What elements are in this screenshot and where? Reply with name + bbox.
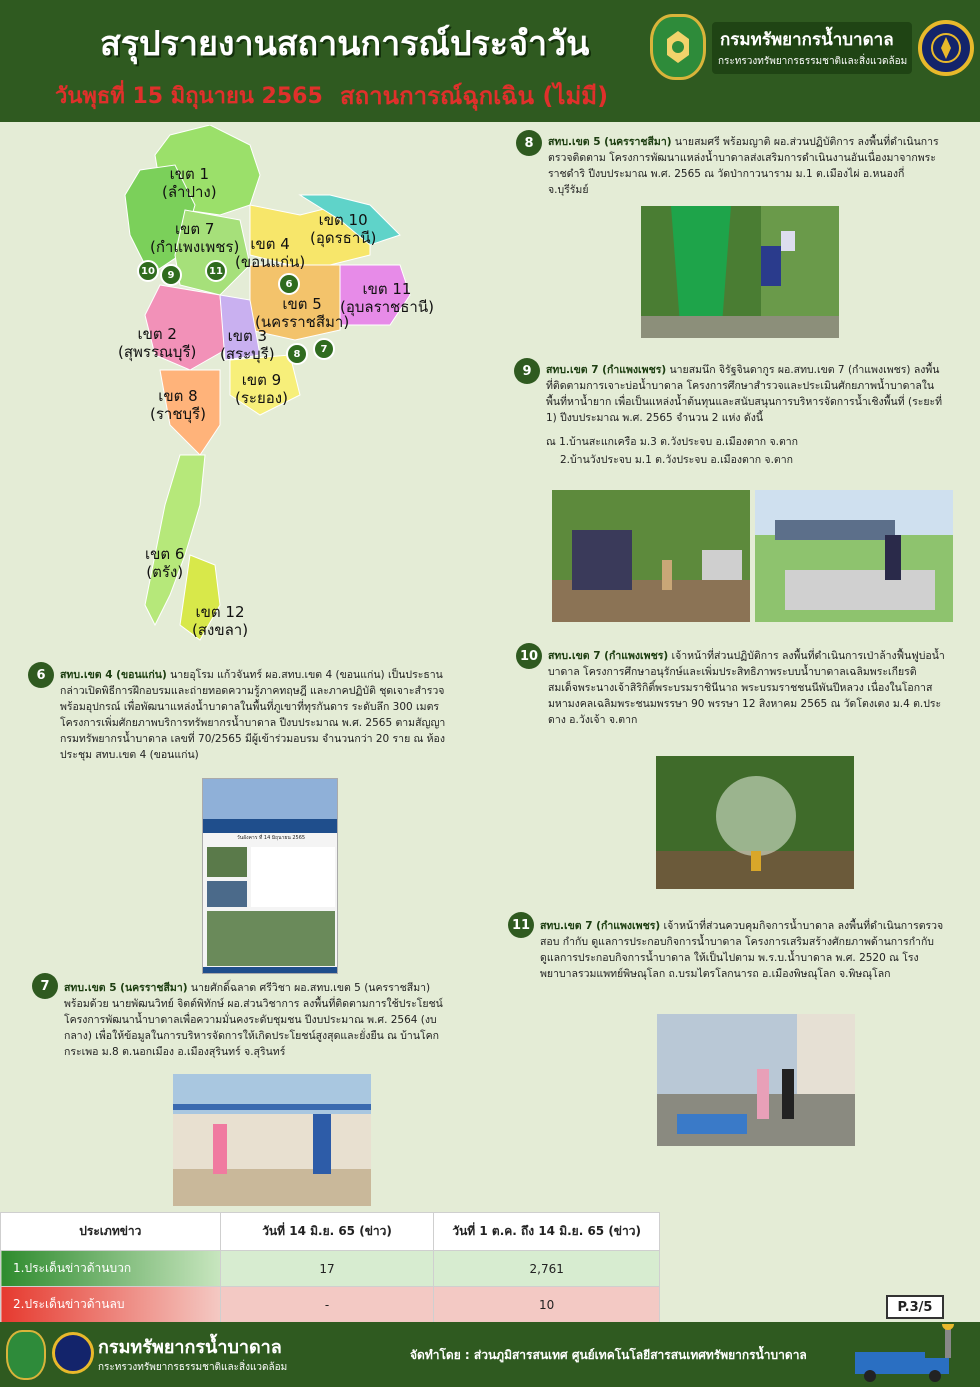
map-marker: 6 xyxy=(278,273,300,295)
map-region-label xyxy=(162,165,217,201)
region-office: (อุบลราชธานี) xyxy=(340,298,434,316)
map-region-label xyxy=(310,211,376,247)
inspection-photo-illustration xyxy=(657,1014,855,1146)
item-body: นายสมศรี พร้อมญาติ ผอ.ส่วนปฏิบัติการ ลงพื้นที่ดำเนินการตรวจติดตาม โครงการพัฒนาแหล่งน้ำบาดาลส่งเสริมการดำเนินงานอันเนื่องมาจากพระราชดำริ ปีงบประมาณ พ.ศ. 2565 ณ วัดป่ากาวนาราม ม.1 ต.เมืองไผ่ อ.หนองกี่ จ.บุรีรัมย์ xyxy=(548,136,939,196)
map-marker: 11 xyxy=(205,260,227,282)
news-item-10 xyxy=(548,648,946,728)
report-date: วันพุธที่ 15 มิถุนายน 2565 xyxy=(55,84,323,109)
table-row xyxy=(1,1251,660,1287)
region-name: เขต 12 xyxy=(195,603,245,621)
region-name: เขต 1 xyxy=(169,165,210,183)
region-office: (อุดรธานี) xyxy=(310,229,377,247)
region-name: เขต 4 xyxy=(250,235,290,253)
water-spray-photo-illustration xyxy=(656,756,854,889)
region-name: เขต 2 xyxy=(137,325,177,343)
map-region-label xyxy=(255,295,349,331)
region-name: เขต 8 xyxy=(158,387,198,405)
region-name: เขต 3 xyxy=(227,327,267,345)
map-region-label xyxy=(220,327,275,363)
map-region-label xyxy=(150,387,206,423)
region-name: เขต 10 xyxy=(318,211,368,229)
header-banner xyxy=(0,0,980,122)
region-office: (นครราชสีมา) xyxy=(255,313,350,331)
photo-hospital-inspection xyxy=(657,1014,855,1146)
region-office: (ราชบุรี) xyxy=(150,405,206,423)
table-header: ประเภทข่าว xyxy=(1,1213,221,1251)
table-header: วันที่ 1 ต.ค. ถึง 14 มิ.ย. 65 (ข่าว) xyxy=(434,1213,660,1251)
news-item-7 xyxy=(64,980,456,1060)
item-number-badge: 6 xyxy=(28,662,54,688)
region-name: เขต 11 xyxy=(362,280,412,298)
item-heading: สทบ.เขต 7 (กำแพงเพชร) xyxy=(548,650,669,662)
item-body: เจ้าหน้าที่ส่วนควบคุมกิจการน้ำบาดาล ลงพื้นที่ดำเนินการตรวจสอบ กำกับ ดูแลการประกอบกิจการน้ำบาดาล โครงการเสริมสร้างศักยภาพด้านการกำกับ ดูแลการประกอบกิจการน้ำบาดาล ให้เป็นไปตาม พ.ร.บ.น้ำบาดาล พ.ศ. 2520 ณ โรงพยาบาลรวมแพทย์พิษณุโลก ถ.บรมไตรโลกนารถ อ.เมืองพิษณุโลก จ.พิษณุโลก xyxy=(540,920,944,980)
item-number-badge: 9 xyxy=(514,358,540,384)
footer-department-logo-icon xyxy=(6,1330,46,1380)
emergency-status: สถานการณ์ฉุกเฉิน (ไม่มี) xyxy=(340,82,609,110)
map-region-label xyxy=(235,371,288,407)
table-row xyxy=(1,1287,660,1323)
map-region-label xyxy=(145,545,184,581)
poster-illustration xyxy=(203,779,338,974)
map-marker: 10 xyxy=(137,260,159,282)
pipes-photo-illustration xyxy=(755,490,953,622)
footer-banner xyxy=(0,1322,980,1387)
item-number-badge: 10 xyxy=(516,643,542,669)
news-item-9 xyxy=(546,362,946,426)
item-heading: สทบ.เขต 5 (นครราชสีมา) xyxy=(64,982,188,994)
item-heading: สทบ.เขต 7 (กำแพงเพชร) xyxy=(540,920,661,932)
table-cell-label: 2.ประเด็นข่าวด้านลบ xyxy=(1,1287,221,1323)
footer-ministry-name: กระทรวงทรัพยากรธรรมชาติและสิ่งแวดล้อม xyxy=(98,1362,288,1373)
news-item-9-line2: 2.บ้านวังประจบ ม.1 ต.วังประจบ อ.เมืองตาก จ.ตาก xyxy=(560,454,793,466)
department-logo-icon xyxy=(650,14,706,80)
region-name: เขต 6 xyxy=(145,545,185,563)
item-number-badge: 11 xyxy=(508,912,534,938)
region-name: เขต 9 xyxy=(241,371,282,389)
table-cell-label: 1.ประเด็นข่าวด้านบวก xyxy=(1,1251,221,1287)
ministry-seal-icon xyxy=(918,20,974,76)
region-office: (สระบุรี) xyxy=(220,345,275,363)
item-body: นายศักดิ์ฉลาด ศรีวิชา ผอ.สทบ.เขต 5 (นครราชสีมา) พร้อมด้วย นายพัฒนวิทย์ จิตต์พิทักษ์ ผอ.ส่วนวิชาการ ลงพื้นที่ติดตามการใช้ประโยชน์โครงการพัฒนาน้ำบาดาลเพื่อความมั่นคงระดับชุมชน ปีงบประมาณ พ.ศ. 2564 (งบกลาง) เพื่อให้ข้อมูลในการบริหารจัดการให้เกิดประโยชน์สูงสุดและยั่งยืน ณ บ้านโคกกระเพอ ม.8 ต.นอกเมือง อ.เมืองสุรินทร์ จ.สุรินทร์ xyxy=(64,982,443,1058)
map-marker: 8 xyxy=(286,343,308,365)
report-title: สรุปรายงานสถานการณ์ประจำวัน xyxy=(100,24,590,64)
item-body: นายสมนึก จิรัฐจินดากูร ผอ.สทบ.เขต 7 (กำแพงเพชร) ลงพื้นที่ติดตามการเจาะบ่อน้ำบาดาล โครงการศึกษาสำรวจและประเมินศักยภาพน้ำบาดาลในพื้นที่หาน้ำยาก เพื่อเป็นแหล่งน้ำต้นทุนและสนับสนุนการบริหารจัดการน้ำเชิงพื้นที่ (ระยะที่ 1) ปีงบประมาณ พ.ศ. 2565 จำนวน 2 แห่ง ดังนี้ xyxy=(546,364,943,424)
item-heading: สทบ.เขต 5 (นครราชสีมา) xyxy=(548,136,672,148)
region-office: (ระยอง) xyxy=(235,389,288,407)
photo-groundwater-tower xyxy=(641,206,839,338)
region-office: (ลำปาง) xyxy=(162,183,217,201)
header-department-box xyxy=(712,22,912,74)
news-item-6 xyxy=(60,667,450,763)
map-region-label xyxy=(192,603,248,639)
map-region-label xyxy=(340,280,434,316)
news-item-9-line1: ณ 1.บ้านสะแกเครือ ม.3 ต.วังประจบ อ.เมืองตาก จ.ตาก xyxy=(546,436,799,448)
photo-community-visit xyxy=(173,1074,371,1206)
news-item-11 xyxy=(540,918,946,982)
table-cell: 10 xyxy=(434,1287,660,1323)
photo-drilling-site-2 xyxy=(755,490,953,622)
item-body: นายอุโรม แก้วจันทร์ ผอ.สทบ.เขต 4 (ขอนแก่น) เป็นประธานกล่าวเปิดพิธีการฝึกอบรมและถ่ายทอดความรู้ภาคทฤษฎี และภาคปฏิบัติ ชุดเจาะสำรวจพร้อมอุปกรณ์ เพื่อพัฒนาแหล่งน้ำบาดาลในพื้นที่ภูเขาที่ทุรกันดาร ระดับลึก 300 เมตร โครงการเพิ่มศักยภาพบริการทรัพยากรน้ำบาดาล ปีงบประมาณ พ.ศ. 2565 ตามสัญญากรมทรัพยากรน้ำบาดาล เลขที่ 70/2565 มีผู้เข้าร่วมอบรม จำนวนกว่า 20 ราย ณ ห้องประชุม สทบ.เขต 4 (ขอนแก่น) xyxy=(60,669,446,761)
region-office: (ขอนแก่น) xyxy=(235,253,306,271)
table-cell: - xyxy=(220,1287,434,1323)
item-body: เจ้าหน้าที่ส่วนปฏิบัติการ ลงพื้นที่ดำเนินการเป่าล้างฟื้นฟูบ่อน้ำบาดาล โครงการศึกษาอนุรักษ์และเพิ่มประสิทธิภาพระบบน้ำบาดาลเฉลิมพระเกียรติสมเด็จพระนางเจ้าสิริกิติ์พระบรมราชินีนาถ พระบรมราชชนนีพันปีหลวง เนื่องในโอกาสมหามงคลเฉลิมพระชนมพรรษา 90 พรรษา 12 สิงหาคม 2565 ณ วัดโตงเตง ม.4 ต.ประดาง อ.วังเจ้า จ.ตาก xyxy=(548,650,945,726)
map-marker: 9 xyxy=(160,264,182,286)
news-item-8 xyxy=(548,134,948,198)
region-name: เขต 5 xyxy=(282,295,322,313)
table-cell: 17 xyxy=(220,1251,434,1287)
page-number: P.3/5 xyxy=(886,1295,944,1319)
item-heading: สทบ.เขต 4 (ขอนแก่น) xyxy=(60,669,167,681)
region-office: (สุพรรณบุรี) xyxy=(118,343,197,361)
tower-photo-illustration xyxy=(641,206,839,338)
poster-date: วันอังคาร ที่ 14 มิถุนายน 2565 xyxy=(236,835,306,841)
photo-well-flushing xyxy=(656,756,854,889)
thailand-region-map xyxy=(100,125,434,650)
map-marker: 7 xyxy=(313,338,335,360)
header-ministry-name: กระทรวงทรัพยากรธรรมชาติและสิ่งแวดล้อม xyxy=(718,56,908,67)
table-header: วันที่ 14 มิ.ย. 65 (ข่าว) xyxy=(220,1213,434,1251)
region-office: (สงขลา) xyxy=(192,621,249,639)
header-department-name: กรมทรัพยากรน้ำบาดาล xyxy=(720,30,894,50)
region-office: (ตรัง) xyxy=(146,563,184,581)
footer-department-name: กรมทรัพยากรน้ำบาดาล xyxy=(98,1337,282,1358)
item-heading: สทบ.เขต 7 (กำแพงเพชร) xyxy=(546,364,667,376)
map-region-label xyxy=(118,325,196,361)
news-summary-table xyxy=(0,1212,660,1323)
map-region-label xyxy=(235,235,305,271)
item-number-badge: 7 xyxy=(32,973,58,999)
drilling-photo-illustration xyxy=(552,490,750,622)
drilling-truck-icon xyxy=(845,1324,965,1384)
region-office: (กำแพงเพชร) xyxy=(150,238,240,256)
photo-drilling-site-1 xyxy=(552,490,750,622)
community-photo-illustration xyxy=(173,1074,371,1206)
table-header-row xyxy=(1,1213,660,1251)
item-number-badge: 8 xyxy=(516,130,542,156)
photo-training-poster xyxy=(202,778,338,974)
footer-credit: จัดทำโดย : ส่วนภูมิสารสนเทศ ศูนย์เทคโนโลยีสารสนเทศทรัพยากรน้ำบาดาล xyxy=(410,1348,807,1362)
table-cell: 2,761 xyxy=(434,1251,660,1287)
footer-ministry-seal-icon xyxy=(52,1332,94,1374)
region-name: เขต 7 xyxy=(174,220,215,238)
map-region-label xyxy=(150,220,239,256)
